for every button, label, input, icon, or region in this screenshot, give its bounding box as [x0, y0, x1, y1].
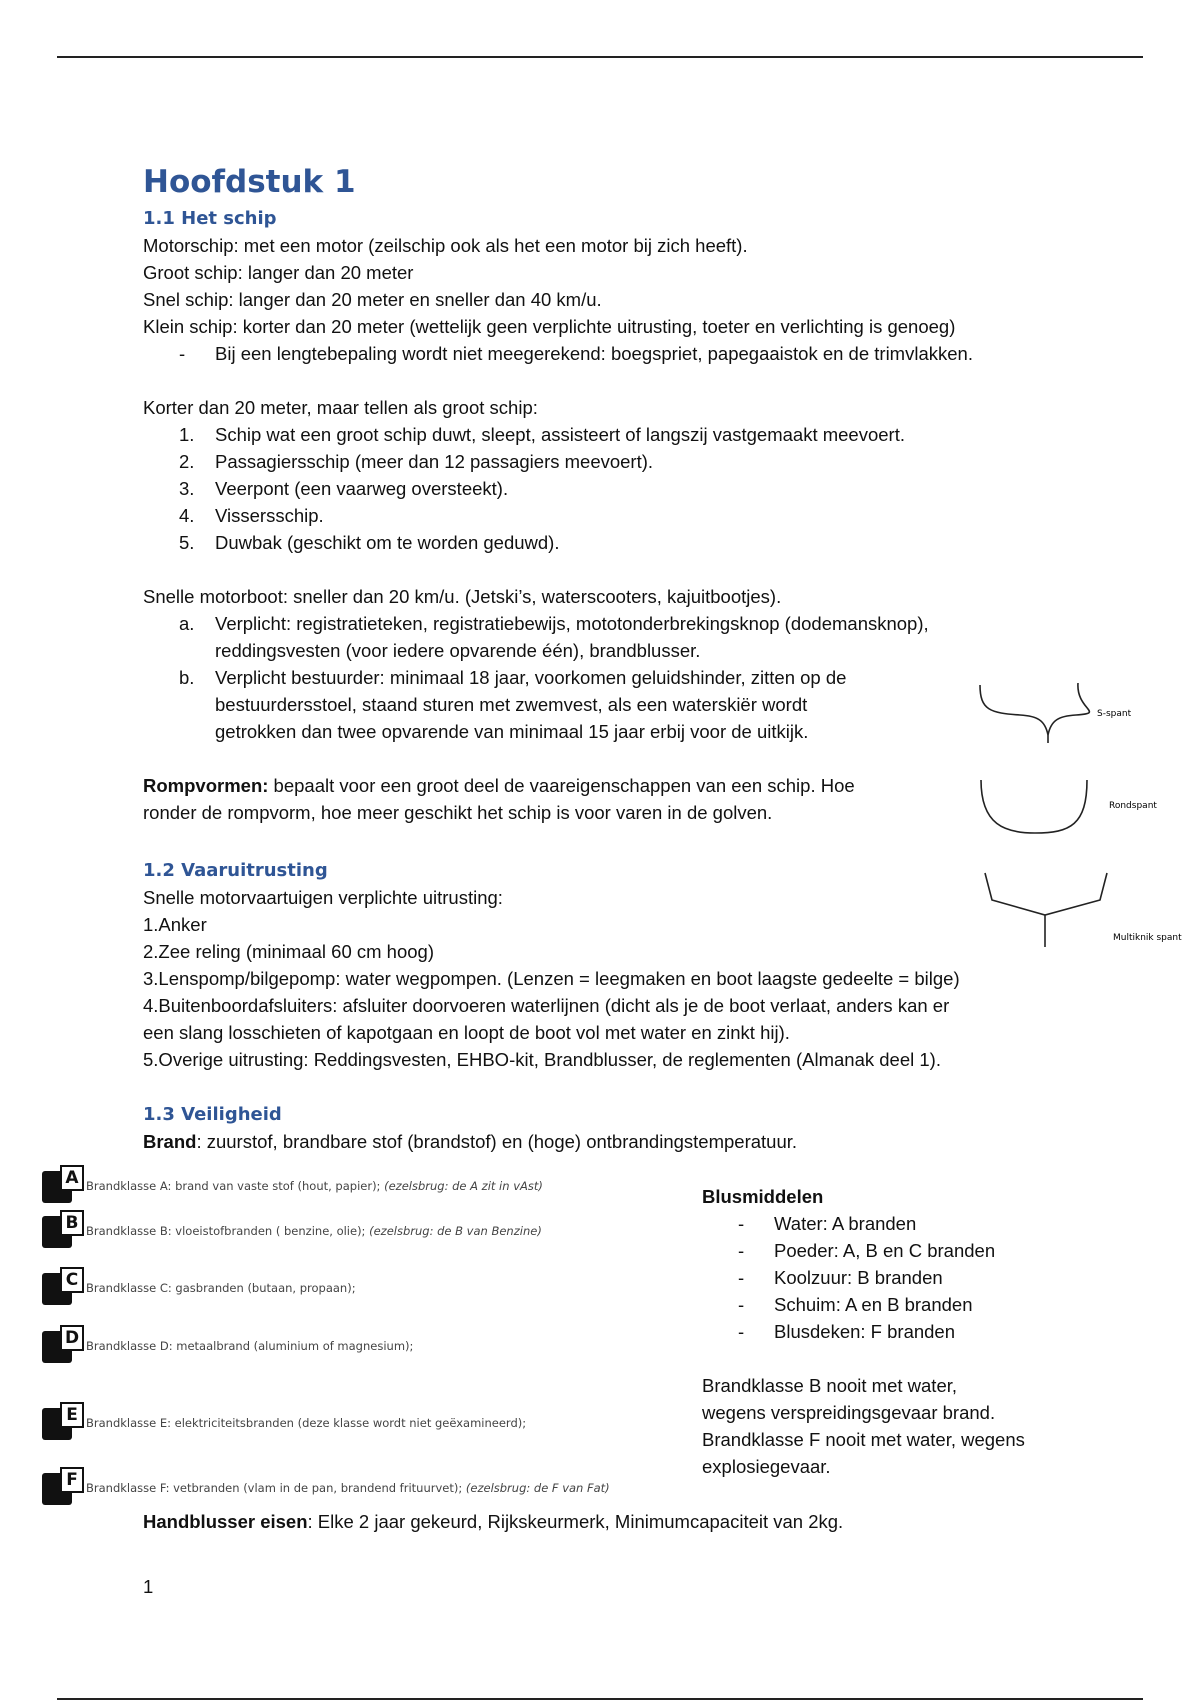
list-item-cont: getrokken dan twee opvarende van minimaal 15 jaar erbij voor de uitkijk.	[215, 721, 809, 742]
fire-class-label: Brandklasse C: gasbranden (butaan, propaan);	[86, 1281, 356, 1295]
fire-class-label: Brandklasse B: vloeistofbranden ( benzine, olie); (ezelsbrug: de B van Benzine)	[86, 1224, 542, 1238]
fire-class-c	[42, 1265, 356, 1311]
list-item: - Bij een lengtebepaling wordt niet meegerekend: boegspriet, papegaaistok en de trimvlakken.	[143, 340, 973, 367]
list-item: 1. Schip wat een groot schip duwt, sleept, assisteert of langszij vastgemaakt meevoert.	[179, 424, 905, 445]
blusmiddelen-title: Blusmiddelen	[702, 1186, 824, 1207]
list-item: 4. Vissersschip.	[179, 505, 324, 526]
fire-class-e	[42, 1400, 526, 1446]
fire-class-f	[42, 1465, 610, 1511]
blus-note: explosiegevaar.	[702, 1456, 831, 1477]
hull-label-s: S-spant	[1097, 709, 1132, 719]
fire-class-c-icon: C	[42, 1267, 84, 1309]
list-item: - Koolzuur: B branden	[738, 1267, 943, 1288]
groot-list	[143, 421, 973, 556]
section-1-1-body	[143, 232, 973, 826]
fire-class-a	[42, 1163, 543, 1209]
blus-note: Brandklasse B nooit met water,	[702, 1375, 958, 1396]
dash-list	[143, 340, 973, 367]
line-groot-schip: Groot schip: langer dan 20 meter	[143, 262, 414, 283]
line-motorschip: Motorschip: met een motor (zeilschip ook als het een motor bij zich heeft).	[143, 235, 748, 256]
section-heading-1-3: 1.3 Veiligheid	[143, 1104, 282, 1125]
brand-line: Brand: zuurstof, brandbare stof (brandstof) en (hoge) ontbrandingstemperatuur.	[143, 1131, 798, 1152]
list-item: - Blusdeken: F branden	[738, 1321, 956, 1342]
section-heading-1-2: 1.2 Vaaruitrusting	[143, 860, 328, 881]
fire-class-label: Brandklasse A: brand van vaste stof (hout, papier); (ezelsbrug: de A zit in vAst)	[86, 1179, 543, 1193]
line-snel-schip: Snel schip: langer dan 20 meter en sneller dan 40 km/u.	[143, 289, 602, 310]
fire-class-label: Brandklasse F: vetbranden (vlam in de pan, brandend frituurvet); (ezelsbrug: de F van Fat)	[86, 1481, 610, 1495]
list-item: - Schuim: A en B branden	[738, 1294, 973, 1315]
list-item-cont: reddingsvesten (voor iedere opvarende één), brandblusser.	[215, 640, 701, 661]
fire-class-label: Brandklasse E: elektriciteitsbranden (deze klasse wordt niet geëxamineerd);	[86, 1416, 527, 1430]
section-heading-1-1: 1.1 Het schip	[143, 208, 277, 229]
snelle-intro: Snelle motorboot: sneller dan 20 km/u. (Jetski’s, waterscooters, kajuitbootjes).	[143, 586, 782, 607]
multiknik-spant-shape	[985, 873, 1107, 915]
fire-class-a-icon: A	[42, 1165, 84, 1207]
page-title: Hoofdstuk 1	[143, 164, 356, 200]
uitrusting-item: 2.Zee reling (minimaal 60 cm hoog)	[143, 941, 434, 962]
section-1-2-body	[143, 884, 960, 1073]
fire-class-e-icon: E	[42, 1402, 84, 1444]
romp-line-2: ronder de rompvorm, hoe meer geschikt het schip is voor varen in de golven.	[143, 802, 773, 823]
romp-line-1: Rompvormen: bepaalt voor een groot deel de vaareigenschappen van een schip. Hoe	[143, 775, 855, 796]
blus-note: wegens verspreidingsgevaar brand.	[702, 1402, 996, 1423]
hull-label-multiknik: Multiknik spant	[1113, 933, 1182, 943]
line-klein-schip: Klein schip: korter dan 20 meter (wettelijk geen verplichte uitrusting, toeter en verlichting is genoeg)	[143, 316, 956, 337]
list-item: - Poeder: A, B en C branden	[738, 1240, 996, 1261]
uitrusting-item: 1.Anker	[143, 914, 207, 935]
fire-class-b	[42, 1208, 542, 1254]
handblusser-line: Handblusser eisen: Elke 2 jaar gekeurd, Rijkskeurmerk, Minimumcapaciteit van 2kg.	[143, 1511, 844, 1532]
groot-intro: Korter dan 20 meter, maar tellen als groot schip:	[143, 397, 538, 418]
list-item: b. Verplicht bestuurder: minimaal 18 jaar, voorkomen geluidshinder, zitten op de	[179, 667, 847, 688]
list-item: a. Verplicht: registratieteken, registratiebewijs, mototonderbrekingsknop (dodemansknop),	[179, 613, 929, 634]
snelle-list	[143, 610, 973, 745]
hull-label-rond: Rondspant	[1109, 801, 1157, 811]
fire-class-b-icon: B	[42, 1210, 84, 1252]
rondspant-shape	[981, 780, 1087, 833]
blusmiddelen-list	[702, 1210, 1025, 1345]
hull-shapes-figure	[975, 675, 1185, 960]
list-item: - Water: A branden	[738, 1213, 917, 1234]
fire-class-label: Brandklasse D: metaalbrand (aluminium of magnesium);	[86, 1339, 414, 1353]
uitrusting-item-cont: een slang losschieten of kapotgaan en loopt de boot vol met water en zinkt hij).	[143, 1022, 790, 1043]
fire-class-f-icon: F	[42, 1467, 84, 1509]
uitrusting-item: 5.Overige uitrusting: Reddingsvesten, EHBO-kit, Brandblusser, de reglementen (Almanak deel 1).	[143, 1049, 941, 1070]
list-item: 3. Veerpont (een vaarweg oversteekt).	[179, 478, 509, 499]
top-rule	[57, 56, 1143, 58]
s-spant-shape	[980, 683, 1089, 735]
blus-note: Brandklasse F nooit met water, wegens	[702, 1429, 1025, 1450]
fire-class-d	[42, 1323, 413, 1369]
list-item: 2. Passagiersschip (meer dan 12 passagiers meevoert).	[179, 451, 654, 472]
fire-class-d-icon: D	[42, 1325, 84, 1367]
uitrusting-item: 3.Lenspomp/bilgepomp: water wegpompen. (Lenzen = leegmaken en boot laagste gedeelte = bilge)	[143, 968, 960, 989]
dash-marker: -	[179, 343, 186, 364]
uitrusting-intro: Snelle motorvaartuigen verplichte uitrusting:	[143, 887, 503, 908]
page-number: 1	[143, 1576, 154, 1597]
blusmiddelen-block	[702, 1183, 1025, 1480]
list-item-cont: bestuurdersstoel, staand sturen met zwemvest, als een waterskiër wordt	[215, 694, 808, 715]
uitrusting-item: 4.Buitenboordafsluiters: afsluiter doorvoeren waterlijnen (dicht als je de boot verlaat, anders kan er	[143, 995, 950, 1016]
list-item: 5. Duwbak (geschikt om te worden geduwd).	[179, 532, 560, 553]
